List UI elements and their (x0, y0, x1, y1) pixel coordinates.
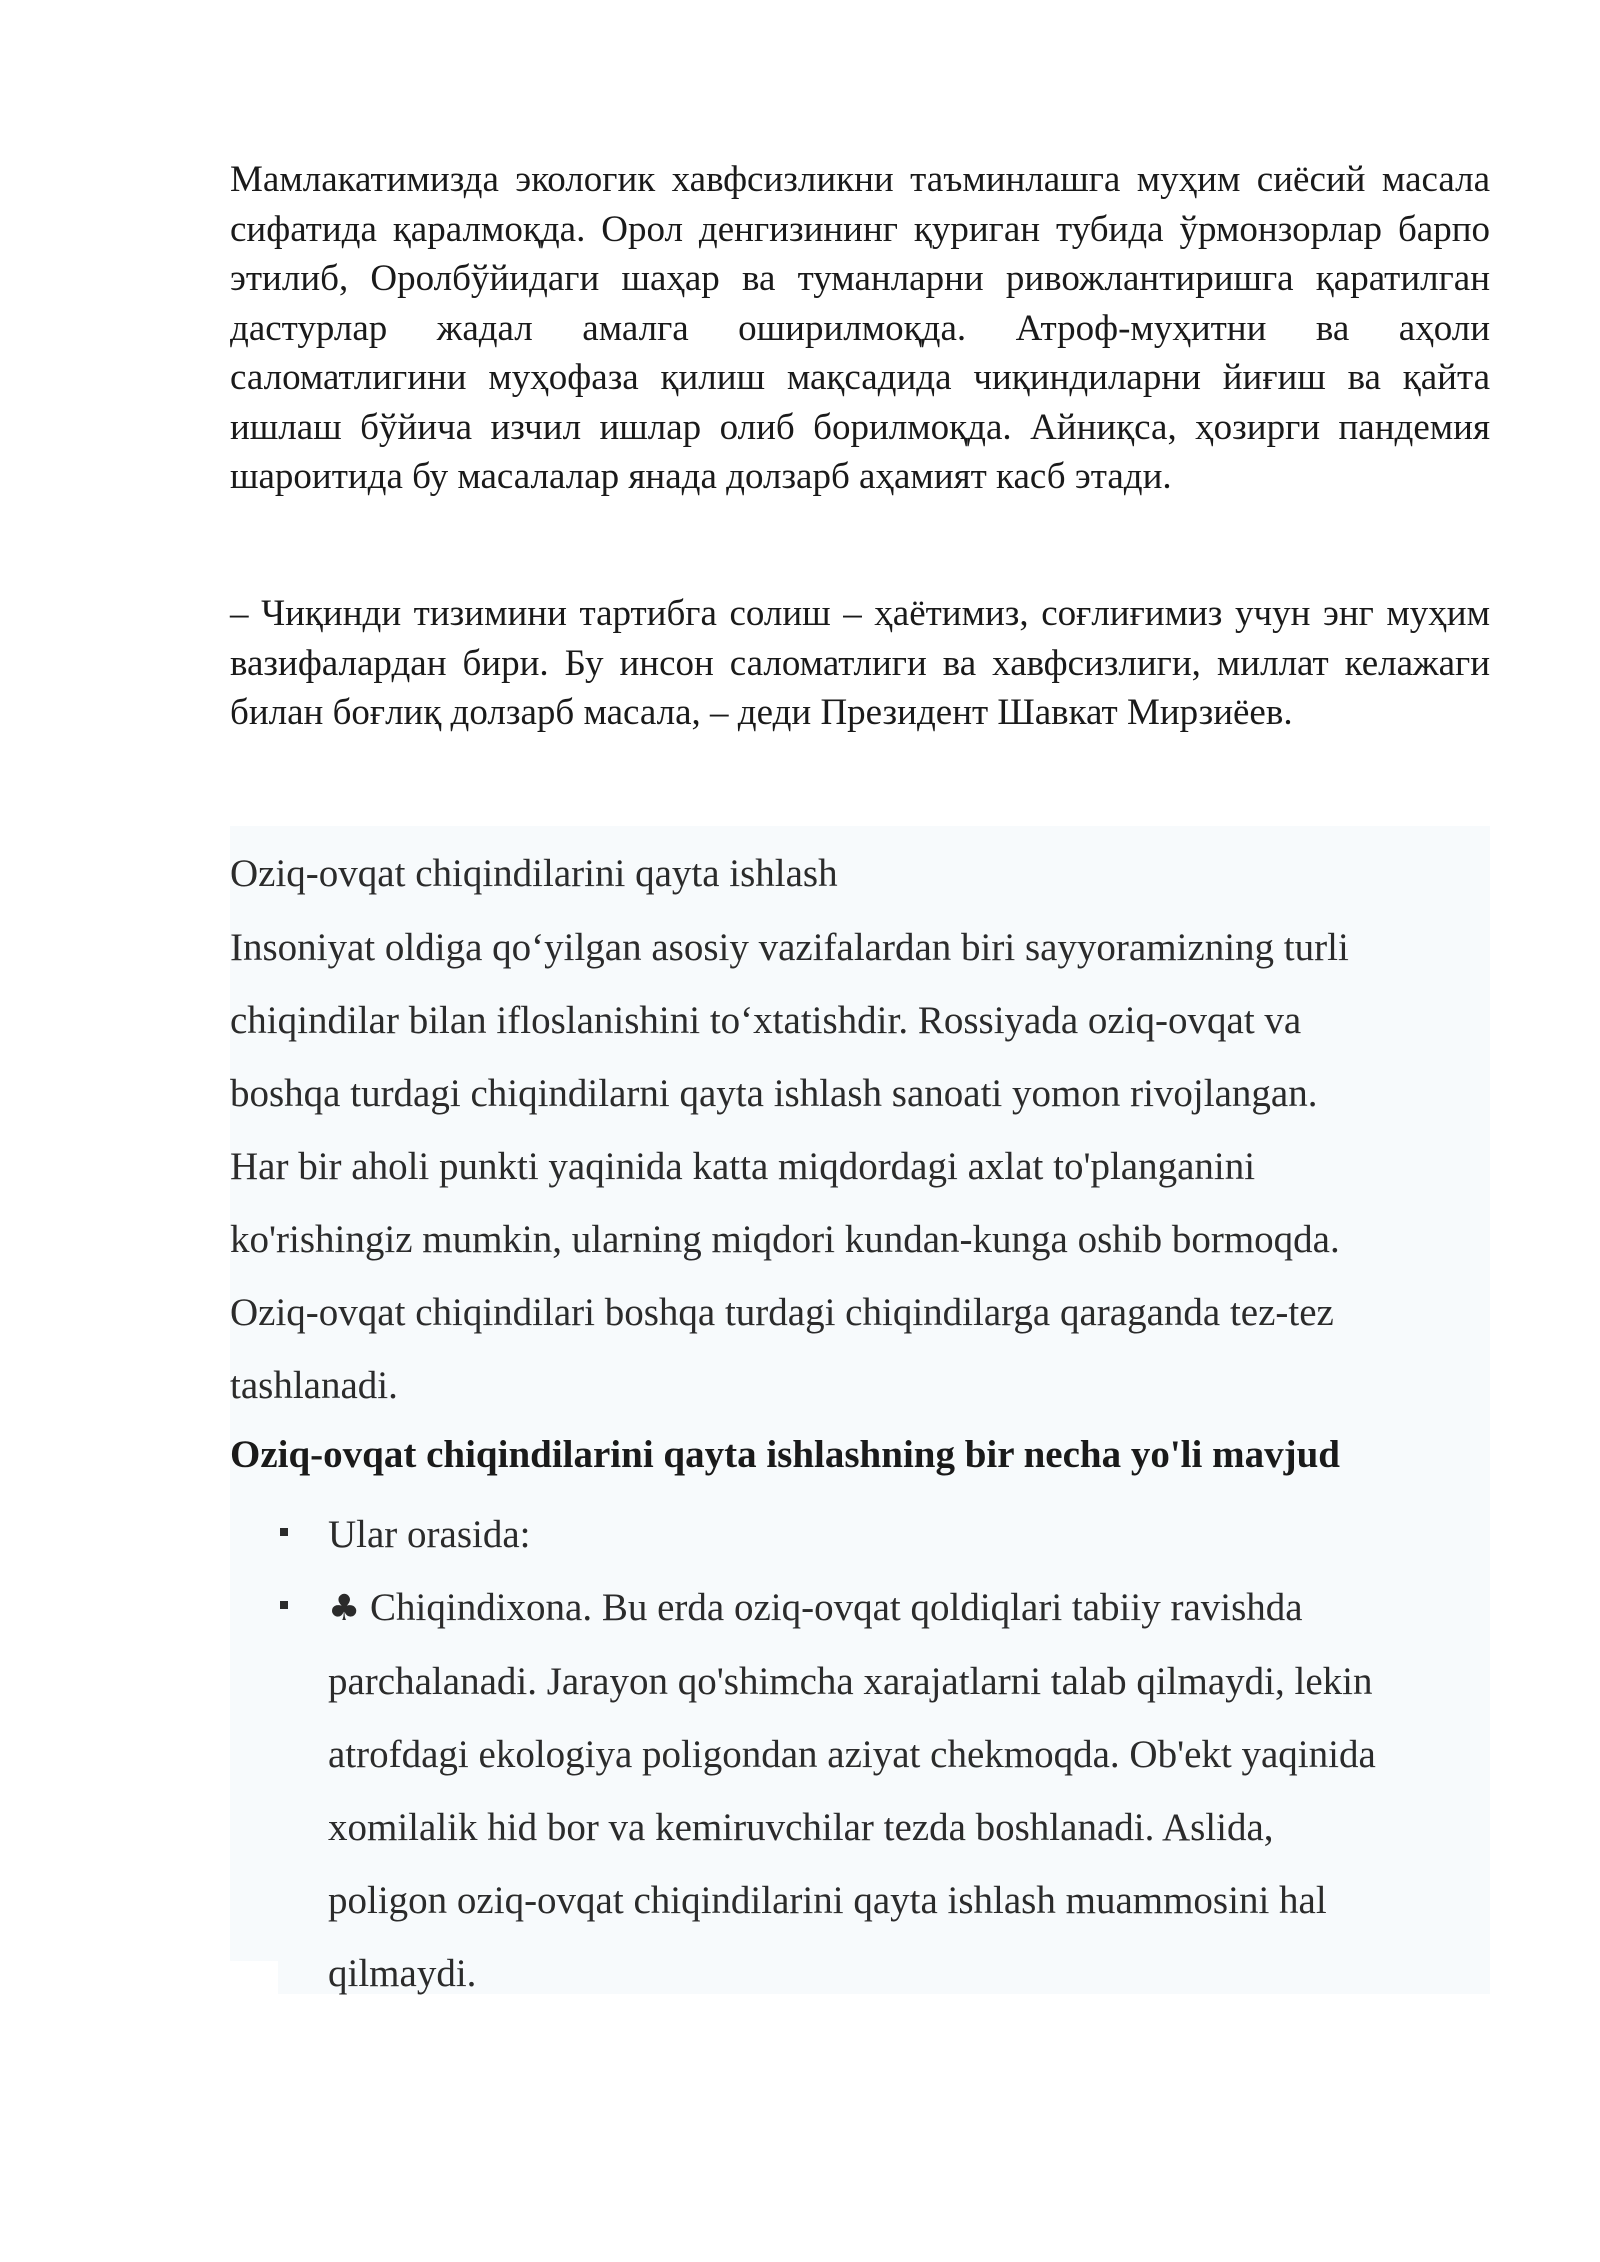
list-item-lines (328, 1571, 1490, 2010)
list-item-line (328, 1571, 1490, 1645)
body-line: chiqindilar bilan ifloslanishini to‘xtatishdir. Rossiyada oziq-ovqat va (230, 999, 1302, 1042)
body-line: Har bir aholi punkti yaqinida katta miqdordagi axlat to'planganini (230, 1145, 1256, 1188)
square-bullet-icon (280, 1528, 288, 1536)
list-item-line: atrofdagi ekologiya poligondan aziyat chekmoqda. Ob'ekt yaqinida (328, 1733, 1376, 1776)
list-item-line-text: Chiqindixona. Bu erda oziq-ovqat qoldiqlari tabiiy ravishda (370, 1586, 1303, 1629)
panel-notch (230, 1961, 278, 1995)
body-line: Oziq-ovqat chiqindilari boshqa turdagi chiqindilarga qaraganda tez-tez (230, 1291, 1334, 1334)
square-bullet-icon (280, 1601, 288, 1609)
list-item-line: xomilalik hid bor va kemiruvchilar tezda boshlanadi. Aslida, (328, 1806, 1274, 1849)
paragraph-quote: – Чиқинди тизимини тартибга солиш – ҳаётимиз, соғлиғимиз учун энг муҳим вазифалардан бири. Бу инсон саломатлиги ва хавфсизлиги, миллат келажаги билан боғлиқ долзарб масала, – деди Президент Шавкат Мирзиёев. (230, 593, 1490, 733)
list-item (280, 1498, 1490, 1571)
bullet-list (280, 1498, 1490, 2010)
list-item-text: Ular orasida: (328, 1513, 531, 1556)
list-item (280, 1571, 1490, 2010)
body-line: boshqa turdagi chiqindilarni qayta ishlash sanoati yomon rivojlangan. (230, 1072, 1318, 1115)
body-line: ko'rishingiz mumkin, ularning miqdori kundan-kunga oshib bormoqda. (230, 1218, 1340, 1261)
section-title: Oziq-ovqat chiqindilarini qayta ishlash (230, 852, 838, 895)
body-line: Insoniyat oldiga qo‘yilgan asosiy vazifalardan biri sayyoramizning turli (230, 926, 1349, 969)
list-item-line: poligon oziq-ovqat chiqindilarini qayta ishlash muammosini hal (328, 1879, 1327, 1922)
club-suit-icon: ♣ (328, 1588, 361, 1629)
list-item-line: qilmaydi. (328, 1952, 477, 1995)
list-item-line: parchalanadi. Jarayon qo'shimcha xarajatlarni talab qilmaydi, lekin (328, 1660, 1373, 1703)
bold-subheading: Oziq-ovqat chiqindilarini qayta ishlashning bir necha yo'li mavjud (230, 1433, 1340, 1476)
body-line: tashlanadi. (230, 1364, 398, 1407)
section-body (230, 911, 1490, 1422)
paragraph-intro: Мамлакатимизда экологик хавфсизликни таъминлашга муҳим сиёсий масала сифатида қаралмоқда. Орол денгизининг қуриган тубида ўрмонзорлар барпо этилиб, Оролбўйидаги шаҳар ва туманларни ривожлантиришга қаратилган дастурлар жадал амалга оширилмоқда. Атроф-муҳитни ва аҳоли саломатлигини муҳофаза қилиш мақсадида чиқиндиларни йиғиш ва қайта ишлаш бўйича изчил ишлар олиб борилмоқда. Айниқса, ҳозирги пандемия шароитида бу масалалар янада долзарб аҳамият касб этади. (230, 159, 1490, 497)
